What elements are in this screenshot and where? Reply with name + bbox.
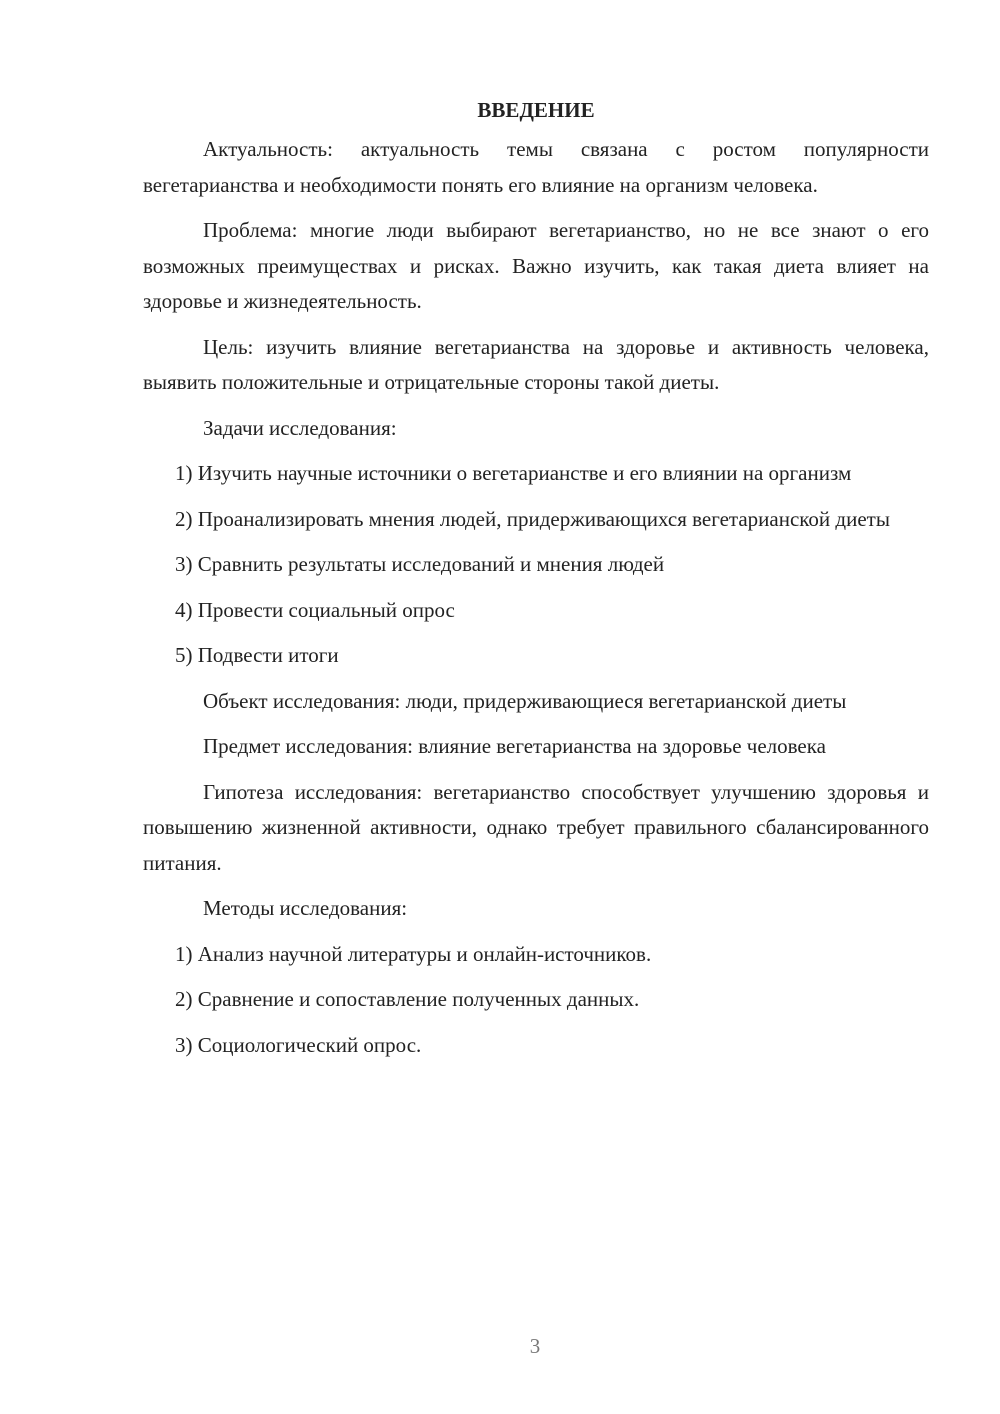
- section-title: ВВЕДЕНИЕ: [477, 98, 595, 122]
- goal-paragraph: Цель: изучить влияние вегетарианства на здоровье и активность человека, выявить положительные и отрицательные стороны такой диеты.: [143, 334, 929, 394]
- methods-heading: Методы исследования:: [203, 896, 408, 920]
- object-paragraph: Объект исследования: люди, придерживающиеся вегетарианской диеты: [203, 688, 847, 713]
- task-item: 1) Изучить научные источники о вегетарианстве и его влиянии на организм: [175, 461, 852, 485]
- task-item: 3) Сравнить результаты исследований и мнения людей: [175, 552, 665, 576]
- subject-paragraph: Предмет исследования: влияние вегетарианства на здоровье человека: [203, 734, 826, 758]
- problem-paragraph: Проблема: многие люди выбирают вегетарианство, но не все знают о его возможных преимуществах и рисках. Важно изучить, как такая диета влияет на здоровье и жизнедеятельность.: [143, 218, 929, 313]
- task-item: 2) Проанализировать мнения людей, придерживающихся вегетарианской диеты: [175, 506, 890, 531]
- page-number: 3: [529, 1334, 541, 1358]
- task-item: 5) Подвести итоги: [175, 643, 339, 667]
- hypothesis-paragraph: Гипотеза исследования: вегетарианство способствует улучшению здоровья и повышению жизненной активности, однако требует правильного сбалансированного питания.: [143, 779, 929, 875]
- method-item: 2) Сравнение и сопоставление полученных данных.: [175, 987, 640, 1011]
- method-item: 3) Социологический опрос.: [175, 1032, 422, 1057]
- document-body: [143, 92, 929, 1073]
- task-item: 4) Провести социальный опрос: [175, 597, 455, 622]
- tasks-heading: Задачи исследования:: [203, 415, 397, 440]
- relevance-paragraph: Актуальность: актуальность темы связана с ростом популярности вегетарианства и необходимости понять его влияние на организм человека.: [143, 137, 929, 197]
- method-item: 1) Анализ научной литературы и онлайн-источников.: [175, 941, 652, 966]
